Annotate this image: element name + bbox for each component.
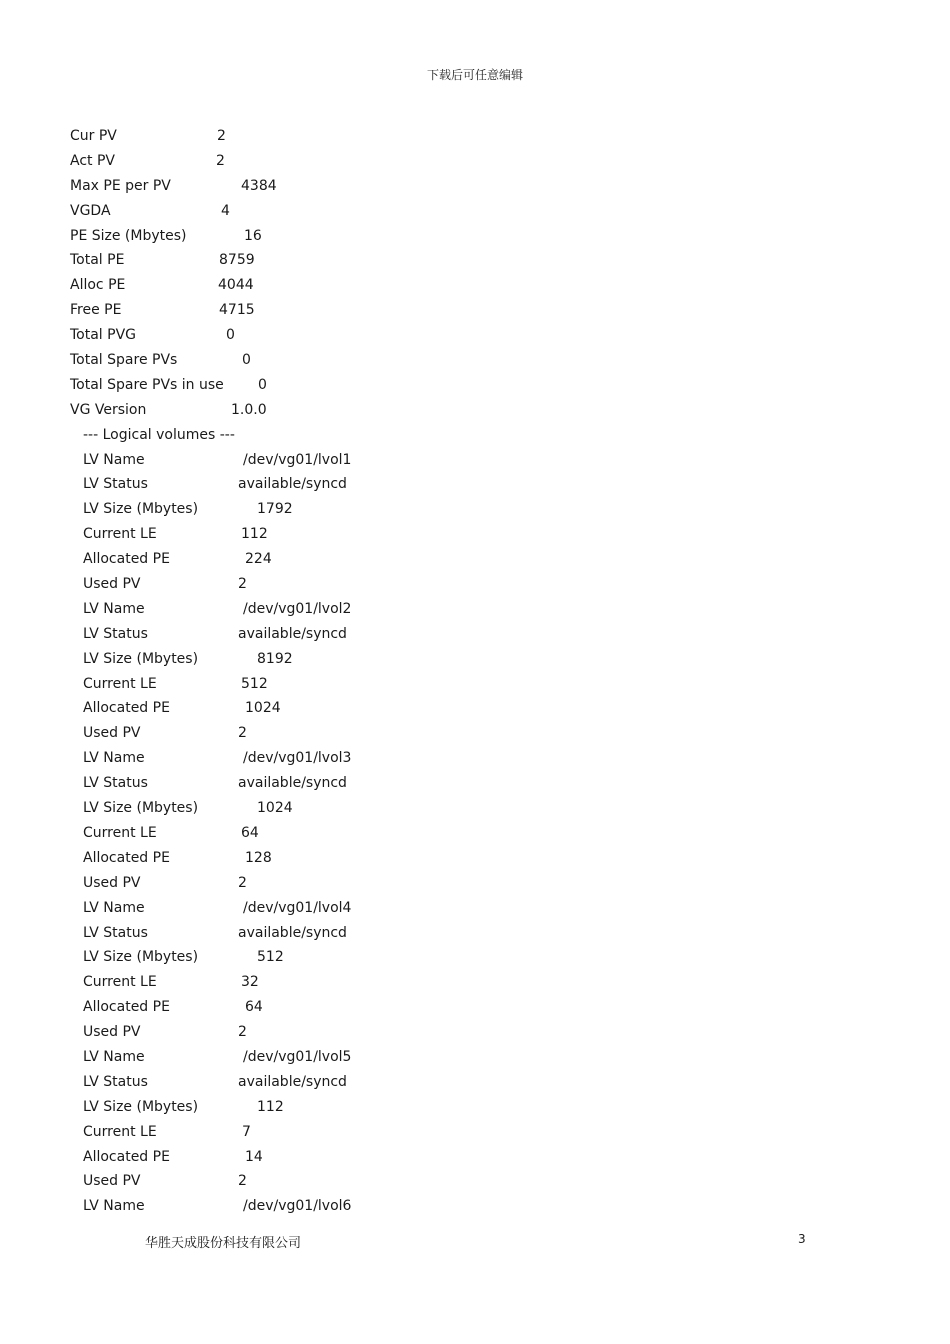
listing-row [0, 1020, 950, 1045]
row-label: Used PV [83, 725, 141, 742]
listing-row [0, 622, 950, 647]
row-value: available/syncd [238, 775, 347, 792]
listing-row [0, 945, 950, 970]
row-value: available/syncd [238, 1073, 347, 1090]
row-label: LV Name [83, 1048, 145, 1065]
row-value: 16 [244, 227, 262, 244]
row-value: 512 [241, 675, 268, 692]
row-value: 2 [217, 128, 226, 144]
listing-row [0, 746, 950, 771]
row-value: 112 [257, 1098, 284, 1115]
row-value: /dev/vg01/lvol6 [243, 1198, 352, 1215]
row-value: 2 [238, 1173, 247, 1190]
row-label: Used PV [83, 1173, 141, 1190]
row-label: Max PE per PV [70, 177, 171, 194]
row-label: PE Size (Mbytes) [70, 227, 187, 244]
row-value: 0 [242, 352, 251, 369]
listing-row [0, 921, 950, 946]
row-value: 2 [238, 874, 247, 891]
row-value: 64 [245, 999, 263, 1016]
listing-row [0, 1145, 950, 1170]
row-value: 1024 [257, 800, 293, 817]
listing-row [0, 323, 950, 348]
listing-row [0, 149, 950, 174]
row-label: LV Size (Mbytes) [83, 501, 199, 518]
row-value: /dev/vg01/lvol4 [243, 899, 352, 916]
listing-row [0, 199, 950, 224]
listing-row [0, 572, 950, 597]
row-value: available/syncd [238, 924, 347, 941]
row-label: LV Name [83, 899, 145, 916]
row-label: LV Name [83, 750, 145, 767]
row-label: Allocated PE [83, 700, 170, 717]
row-label: LV Status [83, 924, 148, 941]
row-value: /dev/vg01/lvol1 [243, 451, 352, 468]
row-value: 2 [238, 1024, 247, 1041]
row-value: /dev/vg01/lvol5 [243, 1048, 352, 1065]
listing-row [0, 871, 950, 896]
row-value: 128 [245, 849, 272, 866]
listing-row [0, 821, 950, 846]
listing-row [0, 1194, 950, 1219]
row-value: 112 [241, 526, 268, 543]
listing-row [0, 597, 950, 622]
row-value: 1024 [245, 700, 281, 717]
listing-row [0, 995, 950, 1020]
row-value: 32 [241, 974, 259, 991]
listing-row [0, 1045, 950, 1070]
row-label: VG Version [70, 401, 147, 418]
volume-group-listing [0, 124, 950, 1219]
listing-row [0, 721, 950, 746]
row-label: Used PV [83, 576, 141, 593]
row-value: 64 [241, 824, 259, 841]
row-label: LV Status [83, 1073, 148, 1090]
row-label: Current LE [83, 1123, 157, 1140]
listing-row [0, 348, 950, 373]
row-label: Allocated PE [83, 1148, 170, 1165]
row-label: Current LE [83, 526, 157, 543]
row-label: LV Size (Mbytes) [83, 1098, 199, 1115]
row-label: Total PE [70, 252, 125, 269]
row-value: 8192 [257, 650, 293, 667]
listing-row [0, 124, 950, 149]
row-label: Total Spare PVs in use [70, 376, 224, 393]
row-label: Total PVG [70, 327, 137, 344]
row-label: Current LE [83, 974, 157, 991]
listing-row [0, 771, 950, 796]
row-value: available/syncd [238, 625, 347, 642]
listing-row [0, 672, 950, 697]
row-label: Current LE [83, 824, 157, 841]
row-value: /dev/vg01/lvol2 [243, 600, 352, 617]
row-value: 4 [221, 202, 230, 219]
row-value: 4044 [218, 277, 254, 294]
listing-row [0, 273, 950, 298]
listing-row [0, 1169, 950, 1194]
footer-page-number: 3 [798, 1232, 806, 1246]
row-value: 224 [245, 551, 272, 568]
listing-row [0, 472, 950, 497]
listing-row [0, 248, 950, 273]
row-label: Allocated PE [83, 849, 170, 866]
listing-row [0, 1095, 950, 1120]
listing-row [0, 373, 950, 398]
listing-row [0, 448, 950, 473]
row-label: LV Status [83, 625, 148, 642]
page-header: 下载后可任意编辑 [426, 68, 523, 82]
listing-row [0, 796, 950, 821]
listing-row [0, 896, 950, 921]
row-label: LV Size (Mbytes) [83, 949, 199, 966]
listing-row [0, 398, 950, 423]
row-label: LV Name [83, 1198, 145, 1215]
row-label: Used PV [83, 874, 141, 891]
listing-row [0, 846, 950, 871]
listing-row [0, 423, 950, 448]
row-value: 8759 [219, 252, 255, 269]
row-value: 4384 [241, 177, 277, 194]
row-label: --- Logical volumes --- [83, 426, 235, 443]
row-label: Act PV [70, 152, 115, 169]
row-value: 14 [245, 1148, 263, 1165]
row-label: LV Status [83, 476, 148, 493]
listing-row [0, 224, 950, 249]
row-label: LV Name [83, 600, 145, 617]
row-label: Alloc PE [70, 277, 126, 294]
row-value: 512 [257, 949, 284, 966]
row-label: LV Status [83, 775, 148, 792]
listing-row [0, 547, 950, 572]
listing-row [0, 647, 950, 672]
page-footer [0, 1232, 950, 1252]
listing-row [0, 298, 950, 323]
row-label: Used PV [83, 1024, 141, 1041]
row-label: Current LE [83, 675, 157, 692]
row-value: available/syncd [238, 476, 347, 493]
footer-company-name: 华胜天成股份科技有限公司 [145, 1236, 302, 1251]
row-value: 1.0.0 [231, 401, 267, 418]
row-label: Allocated PE [83, 551, 170, 568]
row-label: Total Spare PVs [70, 352, 178, 369]
listing-row [0, 970, 950, 995]
row-value: 0 [258, 376, 267, 393]
row-value: 2 [238, 576, 247, 593]
row-value: 7 [242, 1123, 251, 1140]
row-label: LV Size (Mbytes) [83, 800, 199, 817]
row-value: /dev/vg01/lvol3 [243, 750, 352, 767]
listing-row [0, 1120, 950, 1145]
row-label: LV Size (Mbytes) [83, 650, 199, 667]
listing-row [0, 497, 950, 522]
listing-row [0, 174, 950, 199]
listing-row [0, 696, 950, 721]
row-label: VGDA [70, 202, 111, 219]
row-value: 4715 [219, 302, 255, 319]
row-label: Cur PV [70, 128, 117, 144]
listing-row [0, 522, 950, 547]
row-label: Free PE [70, 302, 122, 319]
row-value: 1792 [257, 501, 293, 518]
row-label: Allocated PE [83, 999, 170, 1016]
row-value: 2 [216, 152, 225, 169]
listing-row [0, 1070, 950, 1095]
row-label: LV Name [83, 451, 145, 468]
row-value: 0 [226, 327, 235, 344]
row-value: 2 [238, 725, 247, 742]
